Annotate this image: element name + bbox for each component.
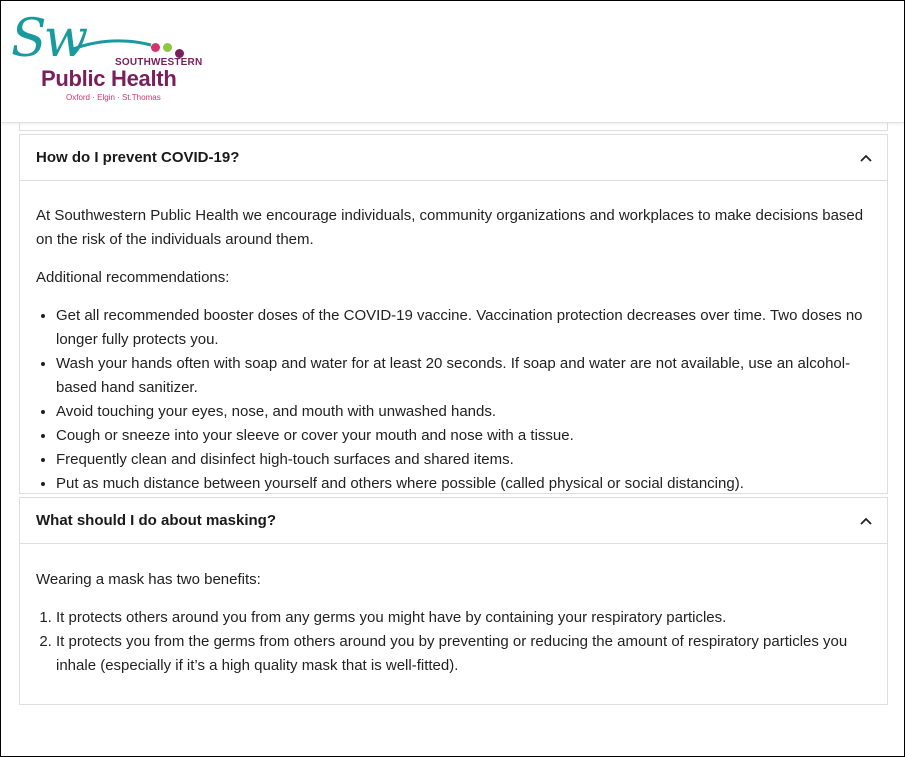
site-logo[interactable] — [11, 9, 203, 109]
paragraph: At Southwestern Public Health we encourage individuals, community organizations and workplaces to make decisions based on the risk of the individuals around them. — [36, 207, 864, 248]
logo-small-text: SOUTHWESTERN — [115, 57, 203, 68]
list-item: • Get all recommended booster doses of the COVID-19 vaccine. Vaccination protection decreases over time. Two doses no longer fully protects you. — [56, 304, 871, 352]
list-item: 2. It protects you from the germs from others around you by preventing or reducing the amount of respiratory particles you inhale (especially if it’s a high quality mask that is well-fitted). — [56, 630, 871, 678]
logo-mark: Sw — [11, 9, 86, 69]
benefits-list — [36, 606, 871, 678]
faq-accordion — [19, 109, 888, 705]
faq-title: What should I do about masking? — [36, 512, 276, 529]
chevron-up-icon[interactable] — [859, 151, 873, 165]
chevron-up-icon[interactable] — [859, 514, 873, 528]
logo-sub-text: Oxford · Elgin · St.Thomas — [66, 93, 161, 102]
site-header — [1, 1, 904, 123]
list-item: • Cough or sneeze into your sleeve or cover your mouth and nose with a tissue. — [56, 424, 871, 448]
faq-body-prevent — [20, 181, 887, 493]
faq-body-masking — [20, 544, 887, 704]
faq-header-prevent[interactable] — [20, 135, 887, 181]
list-item: • Wash your hands often with soap and water for at least 20 seconds. If soap and water are not available, use an alcohol-based hand sanitizer. — [56, 352, 871, 400]
logo-main-text: Public Health — [41, 66, 177, 91]
paragraph: Wearing a mask has two benefits: — [36, 571, 261, 588]
list-item: 1. It protects others around you from any germs you might have by containing your respiratory particles. — [56, 606, 871, 630]
list-item: • Avoid touching your eyes, nose, and mouth with unwashed hands. — [56, 400, 871, 424]
list-item: • Frequently clean and disinfect high-touch surfaces and shared items. — [56, 448, 871, 472]
recommendation-list — [36, 304, 871, 496]
faq-title: How do I prevent COVID-19? — [36, 149, 240, 166]
faq-header-masking[interactable] — [20, 498, 887, 544]
list-item: • Put as much distance between yourself and others where possible (called physical or social distancing). — [56, 472, 871, 496]
faq-panel-prevent — [19, 134, 888, 494]
paragraph: Additional recommendations: — [36, 269, 230, 286]
faq-panel-masking — [19, 497, 888, 705]
